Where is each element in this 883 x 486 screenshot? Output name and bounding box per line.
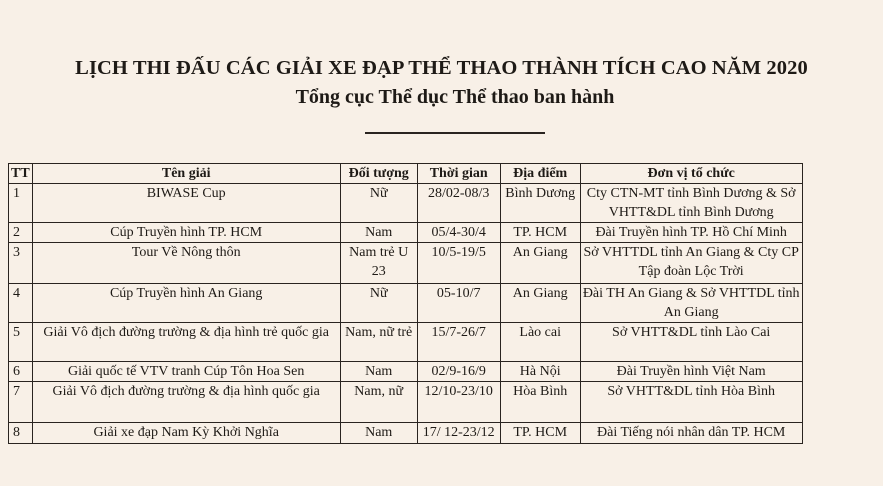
table-row xyxy=(9,382,803,423)
cell-don-vi: Đài Truyền hình Việt Nam xyxy=(580,362,802,382)
cell-thoi-gian: 10/5-19/5 xyxy=(417,243,500,284)
cell-dia-diem: Hà Nội xyxy=(500,362,580,382)
cell-thoi-gian: 28/02-08/3 xyxy=(417,184,500,223)
cell-ten-giai: Giải xe đạp Nam Kỳ Khởi Nghĩa xyxy=(32,423,340,444)
cell-dia-diem: Lào cai xyxy=(500,323,580,362)
cell-tt: 7 xyxy=(9,382,33,423)
cell-doi-tuong: Nữ xyxy=(340,284,417,323)
document-title: LỊCH THI ĐẤU CÁC GIẢI XE ĐẠP THỂ THAO THÀNH TÍCH CAO NĂM 2020 xyxy=(75,57,808,79)
cell-dia-diem: TP. HCM xyxy=(500,223,580,243)
cell-ten-giai: Giải Vô địch đường trường & địa hình quốc gia xyxy=(32,382,340,423)
table-row xyxy=(9,284,803,323)
header-tt: TT xyxy=(9,164,33,184)
table-row xyxy=(9,423,803,444)
cell-tt: 5 xyxy=(9,323,33,362)
cell-thoi-gian: 05/4-30/4 xyxy=(417,223,500,243)
cell-tt: 4 xyxy=(9,284,33,323)
cell-thoi-gian: 15/7-26/7 xyxy=(417,323,500,362)
header-don-vi: Đơn vị tổ chức xyxy=(580,164,802,184)
cell-don-vi: Sở VHTTDL tỉnh An Giang & Cty CP Tập đoàn Lộc Trời xyxy=(580,243,802,284)
cell-dia-diem: Hòa Bình xyxy=(500,382,580,423)
cell-don-vi: Cty CTN-MT tỉnh Bình Dương & Sở VHTT&DL tỉnh Bình Dương xyxy=(580,184,802,223)
schedule-table xyxy=(8,163,803,444)
cell-doi-tuong: Nam, nữ trẻ xyxy=(340,323,417,362)
cell-doi-tuong: Nam, nữ xyxy=(340,382,417,423)
cell-doi-tuong: Nam xyxy=(340,362,417,382)
header-thoi-gian: Thời gian xyxy=(417,164,500,184)
table-row xyxy=(9,184,803,223)
cell-thoi-gian: 12/10-23/10 xyxy=(417,382,500,423)
document-subtitle: Tổng cục Thể dục Thể thao ban hành xyxy=(295,86,615,108)
cell-doi-tuong: Nam trẻ U 23 xyxy=(340,243,417,284)
cell-tt: 1 xyxy=(9,184,33,223)
cell-thoi-gian: 05-10/7 xyxy=(417,284,500,323)
cell-don-vi: Đài Tiếng nói nhân dân TP. HCM xyxy=(580,423,802,444)
cell-tt: 2 xyxy=(9,223,33,243)
table-header-row xyxy=(9,164,803,184)
header-doi-tuong: Đối tượng xyxy=(340,164,417,184)
cell-dia-diem: Bình Dương xyxy=(500,184,580,223)
header-dia-diem: Địa điểm xyxy=(500,164,580,184)
cell-dia-diem: An Giang xyxy=(500,284,580,323)
cell-tt: 8 xyxy=(9,423,33,444)
cell-dia-diem: TP. HCM xyxy=(500,423,580,444)
cell-tt: 3 xyxy=(9,243,33,284)
cell-thoi-gian: 17/ 12-23/12 xyxy=(417,423,500,444)
cell-doi-tuong: Nữ xyxy=(340,184,417,223)
cell-thoi-gian: 02/9-16/9 xyxy=(417,362,500,382)
table-row xyxy=(9,323,803,362)
table-row xyxy=(9,362,803,382)
cell-ten-giai: Giải quốc tế VTV tranh Cúp Tôn Hoa Sen xyxy=(32,362,340,382)
cell-ten-giai: Cúp Truyền hình An Giang xyxy=(32,284,340,323)
cell-tt: 6 xyxy=(9,362,33,382)
cell-ten-giai: Giải Vô địch đường trường & địa hình trẻ quốc gia xyxy=(32,323,340,362)
cell-ten-giai: BIWASE Cup xyxy=(32,184,340,223)
cell-don-vi: Sở VHTT&DL tỉnh Lào Cai xyxy=(580,323,802,362)
cell-doi-tuong: Nam xyxy=(340,423,417,444)
cell-doi-tuong: Nam xyxy=(340,223,417,243)
header-ten-giai: Tên giải xyxy=(32,164,340,184)
cell-don-vi: Sở VHTT&DL tỉnh Hòa Bình xyxy=(580,382,802,423)
cell-don-vi: Đài Truyền hình TP. Hồ Chí Minh xyxy=(580,223,802,243)
divider xyxy=(365,132,545,134)
table-row xyxy=(9,243,803,284)
cell-ten-giai: Tour Về Nông thôn xyxy=(32,243,340,284)
cell-don-vi: Đài TH An Giang & Sở VHTTDL tỉnh An Giang xyxy=(580,284,802,323)
cell-dia-diem: An Giang xyxy=(500,243,580,284)
cell-ten-giai: Cúp Truyền hình TP. HCM xyxy=(32,223,340,243)
table-row xyxy=(9,223,803,243)
